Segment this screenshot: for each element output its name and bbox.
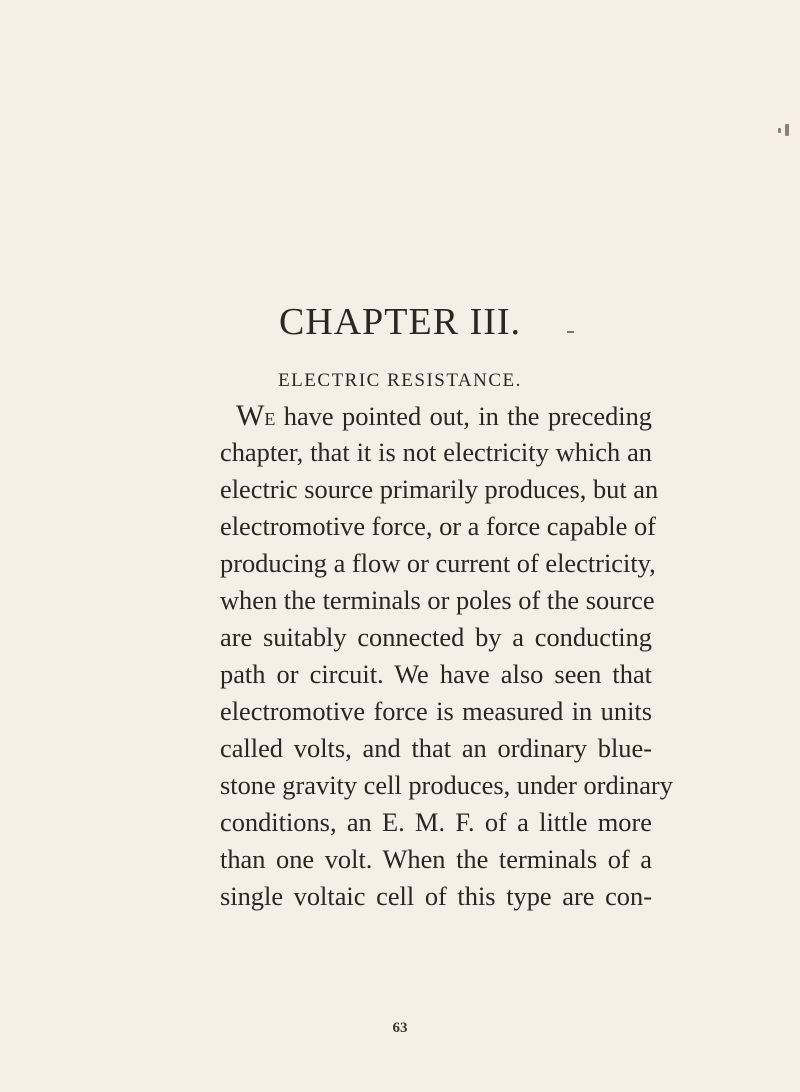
text-line: electromotive force, or a force capable of xyxy=(220,511,656,541)
text-line: stone gravity cell produces, under ordinary xyxy=(220,770,673,800)
text-line: than one volt. When the terminals of a xyxy=(220,844,652,874)
text-line: are suitably connected by a conducting xyxy=(220,622,652,652)
initial-letter: W xyxy=(236,399,265,432)
page-number: 63 xyxy=(392,1020,408,1036)
margin-speck xyxy=(785,124,789,136)
text-line: producing a flow or current of electricity, xyxy=(220,548,656,578)
section-title: ELECTRIC RESISTANCE. xyxy=(278,370,522,391)
text-line-content: have pointed out, in the preceding xyxy=(275,401,652,431)
body-paragraph xyxy=(220,397,673,915)
margin-speck xyxy=(778,128,781,133)
text-line: called volts, and that an ordinary blue- xyxy=(220,733,652,763)
text-line: single voltaic cell of this type are con- xyxy=(220,881,652,911)
text-line: conditions, an E. M. F. of a little more xyxy=(220,807,652,837)
text-line: electric source primarily produces, but an xyxy=(220,474,659,504)
text-line: when the terminals or poles of the source xyxy=(220,585,655,615)
text-line: electromotive force is measured in units xyxy=(220,696,652,726)
text-line: path or circuit. We have also seen that xyxy=(220,659,652,689)
chapter-title: CHAPTER III. xyxy=(278,301,522,343)
text-line xyxy=(220,397,652,434)
initial-word-rest: e xyxy=(264,401,276,431)
text-line: chapter, that it is not electricity which an xyxy=(220,437,652,467)
